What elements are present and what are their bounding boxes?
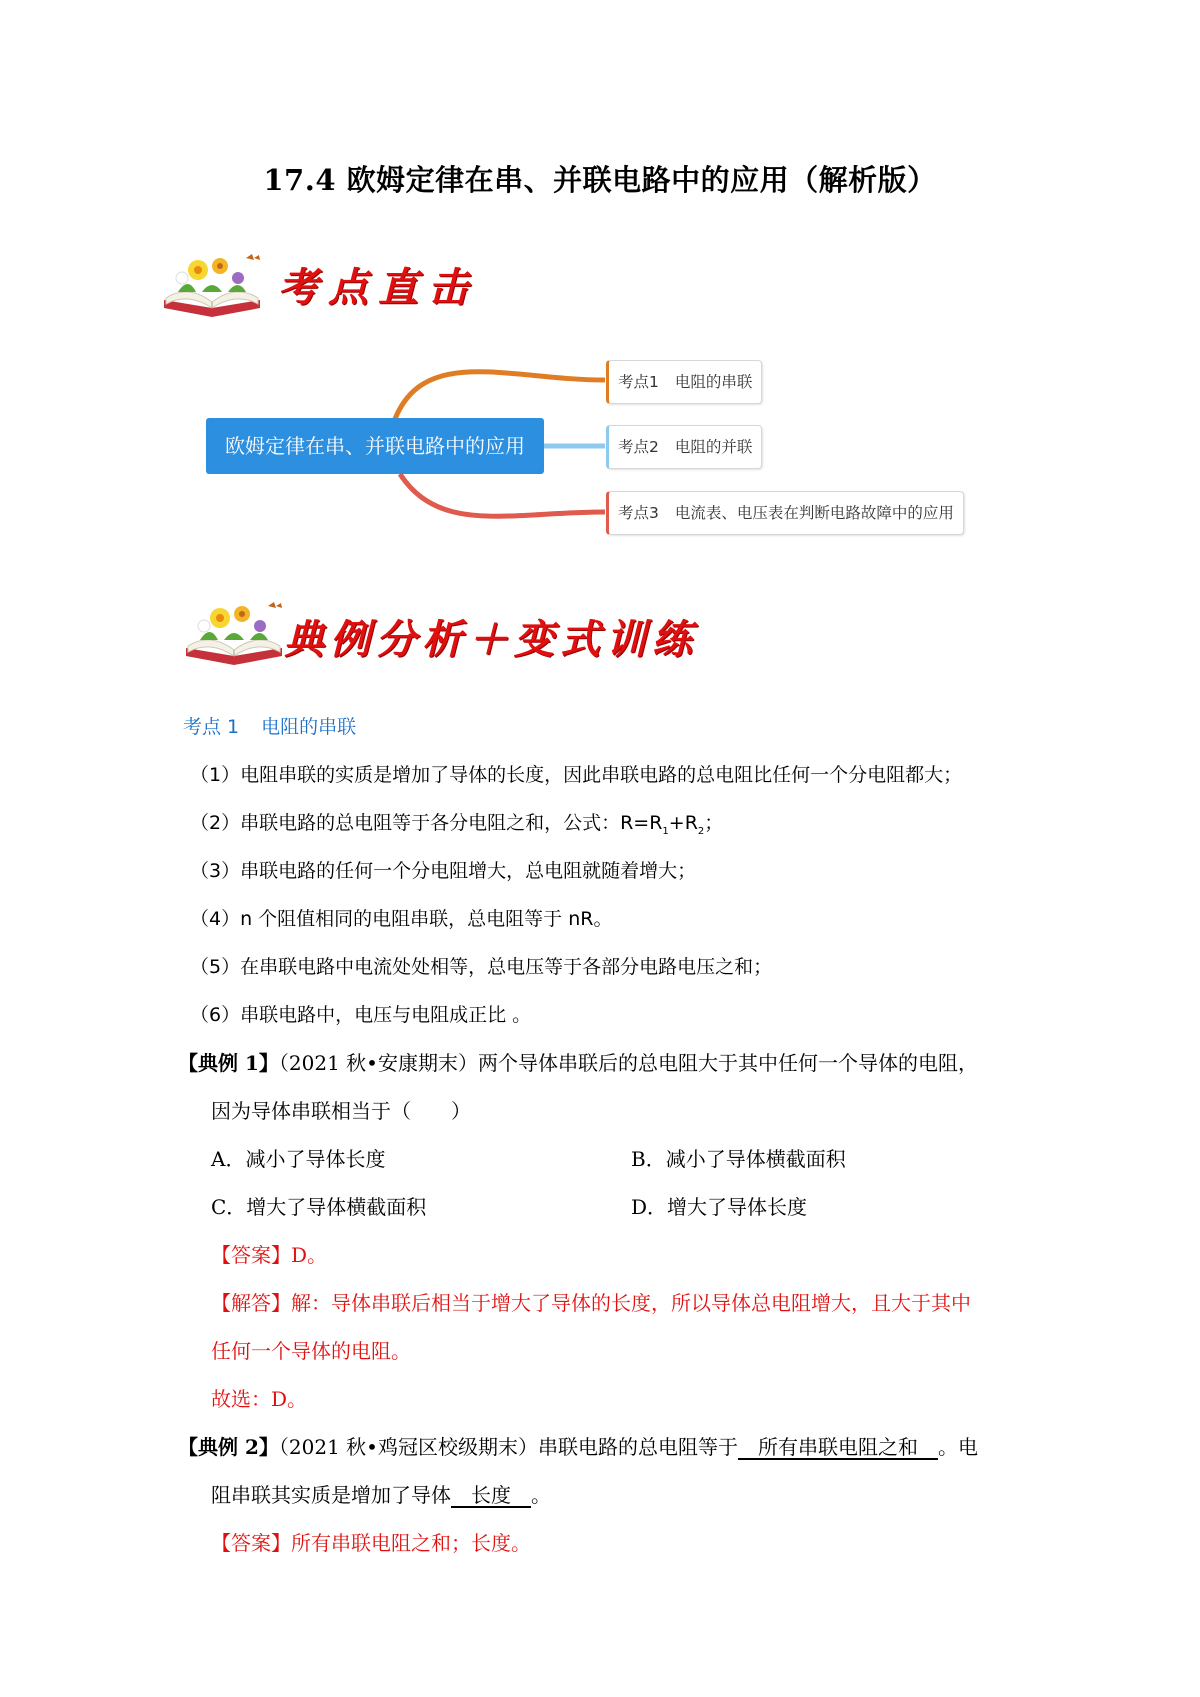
example-source: （2021 秋•鸡冠区校级期末） [278, 1435, 538, 1459]
point-4: （4）n 个阻值相同的电阻串联，总电阻等于 nR。 [190, 908, 613, 930]
banner-title-examples: 典例分析＋变式训练 [284, 616, 698, 663]
banner-title-key-points: 考点直击 [278, 264, 478, 311]
point-2: （2）串联电路的总电阻等于各分电阻之和，公式：$R=R_1+R_2$； [190, 812, 724, 837]
mindmap-node-1 [606, 360, 762, 404]
answer-tag: 【答案】 [211, 1531, 291, 1555]
book-flower-icon [180, 596, 288, 668]
mindmap-node-key: 考点2 [618, 438, 659, 456]
mindmap-node-key: 考点1 [618, 373, 659, 391]
example-tag: 【典例 2】 [178, 1435, 279, 1459]
example1-solution: 【解答】解：导体串联后相当于增大了导体的长度，所以导体总电阻增大，且大于其中 [211, 1291, 971, 1315]
example2-answer: 【答案】所有串联电阻之和；长度。 [211, 1531, 531, 1555]
mindmap-node-2 [606, 425, 762, 469]
mindmap-node-label: 电阻的并联 [674, 438, 753, 456]
point-5: （5）在串联电路中电流处处相等，总电压等于各部分电路电压之和； [190, 956, 773, 978]
example-tag: 【典例 1】 [178, 1051, 279, 1075]
topic-key: 考点 1 [183, 716, 240, 738]
example1-question-cont: 因为导体串联相当于（ ） [211, 1099, 471, 1123]
connector-3 [400, 474, 605, 516]
answer-blank: 所有串联电阻之和 [737, 1435, 938, 1459]
point-6: （6）串联电路中，电压与电阻成正比 。 [190, 1004, 532, 1026]
section-banner-examples [180, 596, 780, 676]
example1-choice: 故选：D。 [211, 1387, 308, 1411]
point-3: （3）串联电路的任何一个分电阻增大，总电阻就随着增大； [190, 860, 697, 882]
mindmap-root: 欧姆定律在串、并联电路中的应用 [206, 418, 544, 474]
connector-1 [395, 372, 605, 419]
topic-heading [183, 712, 356, 739]
mindmap-node-label: 电流表、电压表在判断电路故障中的应用 [674, 504, 954, 522]
point-1: （1）电阻串联的实质是增加了导体的长度，因此串联电路的总电阻比任何一个分电阻都大； [190, 764, 963, 786]
example1-answer: 【答案】D。 [211, 1243, 328, 1267]
option-a: A．减小了导体长度 [211, 1147, 386, 1171]
topic-label: 电阻的串联 [261, 716, 357, 738]
section-banner-key-points [158, 248, 638, 328]
page-title: 17.4 欧姆定律在串、并联电路中的应用（解析版） [263, 163, 937, 197]
example-source: （2021 秋•安康期末） [278, 1051, 478, 1075]
answer-tag: 【答案】 [211, 1243, 291, 1267]
example2-question: 【典例 2】（2021 秋•鸡冠区校级期末）串联电路的总电阻等于 所有串联电阻之和 。电 [178, 1435, 978, 1459]
mindmap-node-key: 考点3 [618, 504, 659, 522]
solution-tag: 【解答】 [211, 1291, 291, 1315]
option-b: B．减小了导体横截面积 [631, 1147, 846, 1171]
formula: $R=R_1+R_2$； [620, 812, 724, 837]
example2-question-cont: 阻串联其实质是增加了导体 长度 。 [211, 1483, 551, 1507]
example1-question: 【典例 1】（2021 秋•安康期末）两个导体串联后的总电阻大于其中任何一个导体的电阻， [178, 1051, 978, 1075]
book-flower-icon [158, 248, 266, 320]
mindmap-node-3 [606, 491, 964, 535]
example1-solution-cont: 任何一个导体的电阻。 [211, 1339, 411, 1363]
mindmap-node-label: 电阻的串联 [674, 373, 753, 391]
option-c: C．增大了导体横截面积 [211, 1195, 427, 1219]
answer-blank: 长度 [451, 1483, 531, 1507]
option-d: D．增大了导体长度 [631, 1195, 808, 1219]
